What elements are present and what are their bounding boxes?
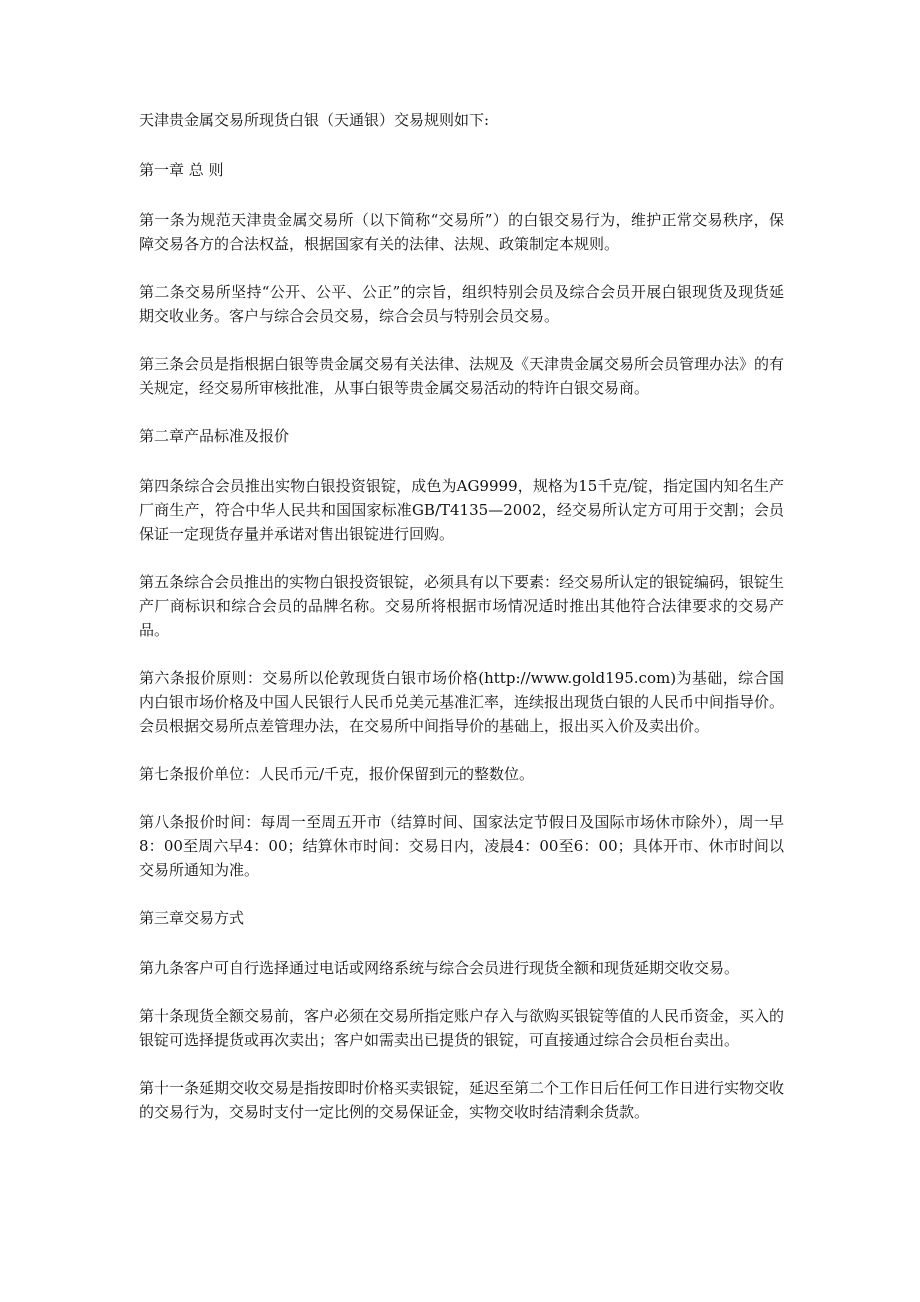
article-11: 第十一条延期交收交易是指按即时价格买卖银锭，延迟至第二个工作日后任何工作日进行实物交收的交易行为，交易时支付一定比例的交易保证金，实物交收时结清剩余货款。 xyxy=(139,1079,785,1121)
article-5: 第五条综合会员推出的实物白银投资银锭，必须具有以下要素：经交易所认定的银锭编码，银锭生产厂商标识和综合会员的品牌名称。交易所将根据市场情况适时推出其他符合法律要求的交易产品。 xyxy=(139,573,785,639)
article-1: 第一条为规范天津贵金属交易所（以下简称“交易所”）的白银交易行为，维护正常交易秩序，保障交易各方的合法权益，根据国家有关的法律、法规、政策制定本规则。 xyxy=(139,211,784,253)
article-4: 第四条综合会员推出实物白银投资银锭，成色为AG9999，规格为15千克/锭，指定国内知名生产厂商生产，符合中华人民共和国国家标准GB/T4135—2002，经交易所认定方可用于交割；会员保证一定现货存量并承诺对售出银锭进行回购。 xyxy=(139,477,784,543)
document-title: 天津贵金属交易所现货白银（天通银）交易规则如下: xyxy=(139,111,490,129)
chapter-2-heading: 第二章产品标准及报价 xyxy=(139,427,290,445)
article-9: 第九条客户可自行选择通过电话或网络系统与综合会员进行现货全额和现货延期交收交易。 xyxy=(139,959,740,977)
chapter-3-heading: 第三章交易方式 xyxy=(139,909,245,927)
article-8: 第八条报价时间：每周一至周五开市（结算时间、国家法定节假日及国际市场休市除外），周一早8：00至周六早4：00；结算休市时间：交易日内，凌晨4：00至6：00；具体开市、休市时间以交易所通知为准。 xyxy=(139,813,784,879)
article-6: 第六条报价原则：交易所以伦敦现货白银市场价格(http://www.gold195.com)为基础，综合国内白银市场价格及中国人民银行人民币兑美元基准汇率，连续报出现货白银的人民币中间指导价。会员根据交易所点差管理办法，在交易所中间指导价的基础上，报出买入价及卖出价。 xyxy=(139,669,785,735)
document-body xyxy=(139,108,784,1148)
chapter-1-heading: 第一章 总 则 xyxy=(139,161,224,179)
article-7: 第七条报价单位：人民币元/千克，报价保留到元的整数位。 xyxy=(139,765,535,783)
article-3: 第三条会员是指根据白银等贵金属交易有关法律、法规及《天津贵金属交易所会员管理办法》的有关规定，经交易所审核批准，从事白银等贵金属交易活动的特许白银交易商。 xyxy=(139,355,785,397)
article-10: 第十条现货全额交易前，客户必须在交易所指定账户存入与欲购买银锭等值的人民币资金，买入的银锭可选择提货或再次卖出；客户如需卖出已提货的银锭，可直接通过综合会员柜台卖出。 xyxy=(139,1007,785,1049)
article-2: 第二条交易所坚持“公开、公平、公正”的宗旨，组织特别会员及综合会员开展白银现货及现货延期交收业务。客户与综合会员交易，综合会员与特别会员交易。 xyxy=(139,283,784,325)
